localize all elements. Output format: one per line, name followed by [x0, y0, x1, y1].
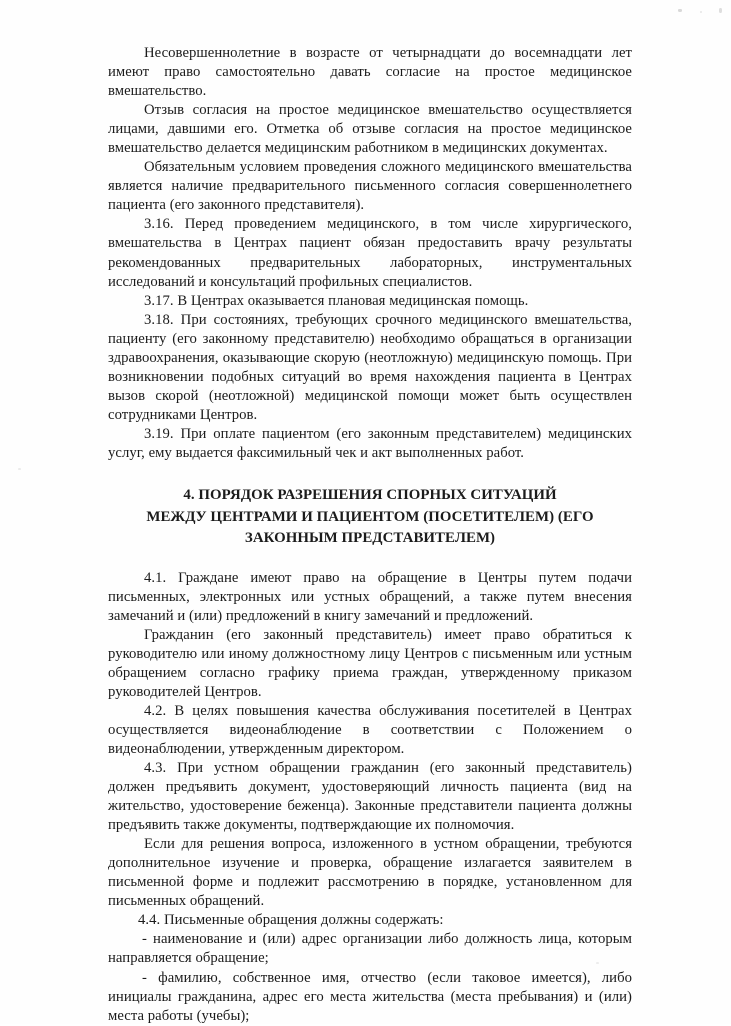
section-heading-line-1: 4. ПОРЯДОК РАЗРЕШЕНИЯ СПОРНЫХ СИТУАЦИЙ: [183, 487, 557, 504]
scan-speckle: [719, 8, 722, 13]
paragraph-complex-intervention-condition: Обязательным условием проведения сложного медицинского вмешательства является наличие предварительного письменного согласия совершеннолетнего пациента (его законного представителя).: [108, 159, 632, 214]
paragraph-clause-3-16: 3.16. Перед проведением медицинского, в том числе хирургического, вмешательства в Центрах пациент обязан предоставить врачу результаты рекомендованных предварительных лабораторных, инструментальных исследований и консультаций профильных специалистов.: [108, 216, 632, 290]
paragraph-clause-4-4: 4.4. Письменные обращения должны содержать:: [138, 912, 444, 929]
paragraph-clause-4-1: 4.1. Граждане имеют право на обращение в Центры путем подачи письменных, электронных или устных обращений, а также путем внесения замечаний и (или) предложений в книгу замечаний и предложений.: [108, 569, 632, 624]
paragraph-clause-3-19: 3.19. При оплате пациентом (его законным представителем) медицинских услуг, ему выдается факсимильный чек и акт выполненных работ.: [108, 425, 632, 461]
section-heading-4: [108, 463, 632, 569]
paragraph-clause-4-2: 4.2. В целях повышения качества обслуживания посетителей в Центрах осуществляется видеонаблюдение в соответствии с Положением о видеонаблюдении, утвержденным директором.: [108, 702, 632, 757]
paragraph-clause-3-18: 3.18. При состояниях, требующих срочного медицинского вмешательства, пациенту (его законному представителю) необходимо обращаться в организации здравоохранения, оказывающие скорую (неотложную) медицинскую помощь. При возникновении подобных ситуаций во время нахождения пациента в Центрах вызов скорой (неотложной) медицинской помощи может быть осуществлен сотрудниками Центров.: [108, 311, 632, 423]
paragraph-consent-withdrawal: Отзыв согласия на простое медицинское вмешательство осуществляется лицами, давшими его. Отметка об отзыве согласия на простое медицинское вмешательство делается медицинским работником в медицинских документах.: [108, 102, 632, 157]
section-heading-line-2: МЕЖДУ ЦЕНТРАМИ И ПАЦИЕНТОМ (ПОСЕТИТЕЛЕМ) (ЕГО: [146, 508, 594, 525]
paragraph-written-form-required: Если для решения вопроса, изложенного в устном обращении, требуются дополнительное изучение и проверка, обращение излагается заявителем в письменной форме и подлежит рассмотрению в порядке, установленном для письменных обращений.: [108, 836, 632, 910]
document-text-body: [108, 44, 632, 1026]
section-heading-line-3: ЗАКОННЫМ ПРЕДСТАВИТЕЛЕМ): [244, 530, 496, 547]
paragraph-citizen-appeal-right: Гражданин (его законный представитель) имеет право обратиться к руководителю или иному должностному лицу Центров с письменным или устным обращением согласно графику приема граждан, утвержденному приказом руководителей Центров.: [108, 626, 632, 700]
list-item-organization-name: - наименование и (или) адрес организации либо должность лица, которым направляется обращение;: [108, 931, 632, 967]
paragraph-clause-3-17: 3.17. В Центрах оказывается плановая медицинская помощь.: [144, 292, 529, 309]
scan-speckle: [18, 468, 21, 470]
paragraph-clause-4-3: 4.3. При устном обращении гражданин (его законный представитель) должен предъявить документ, удостоверяющий личность пациента (вид на жительство, удостоверение беженца). Законные представители пациента должны предъявить также документы, подтверждающие их полномочия.: [108, 760, 632, 834]
scan-speckle: [700, 11, 702, 13]
scan-speckle: [678, 9, 682, 12]
list-item-citizen-name: - фамилию, собственное имя, отчество (если таковое имеется), либо инициалы гражданина, адрес его места жительства (места пребывания) и (или) места работы (учебы);: [108, 969, 632, 1024]
paragraph-minors-consent: Несовершеннолетние в возрасте от четырнадцати до восемнадцати лет имеют право самостоятельно давать согласие на простое медицинское вмешательство.: [108, 45, 632, 100]
